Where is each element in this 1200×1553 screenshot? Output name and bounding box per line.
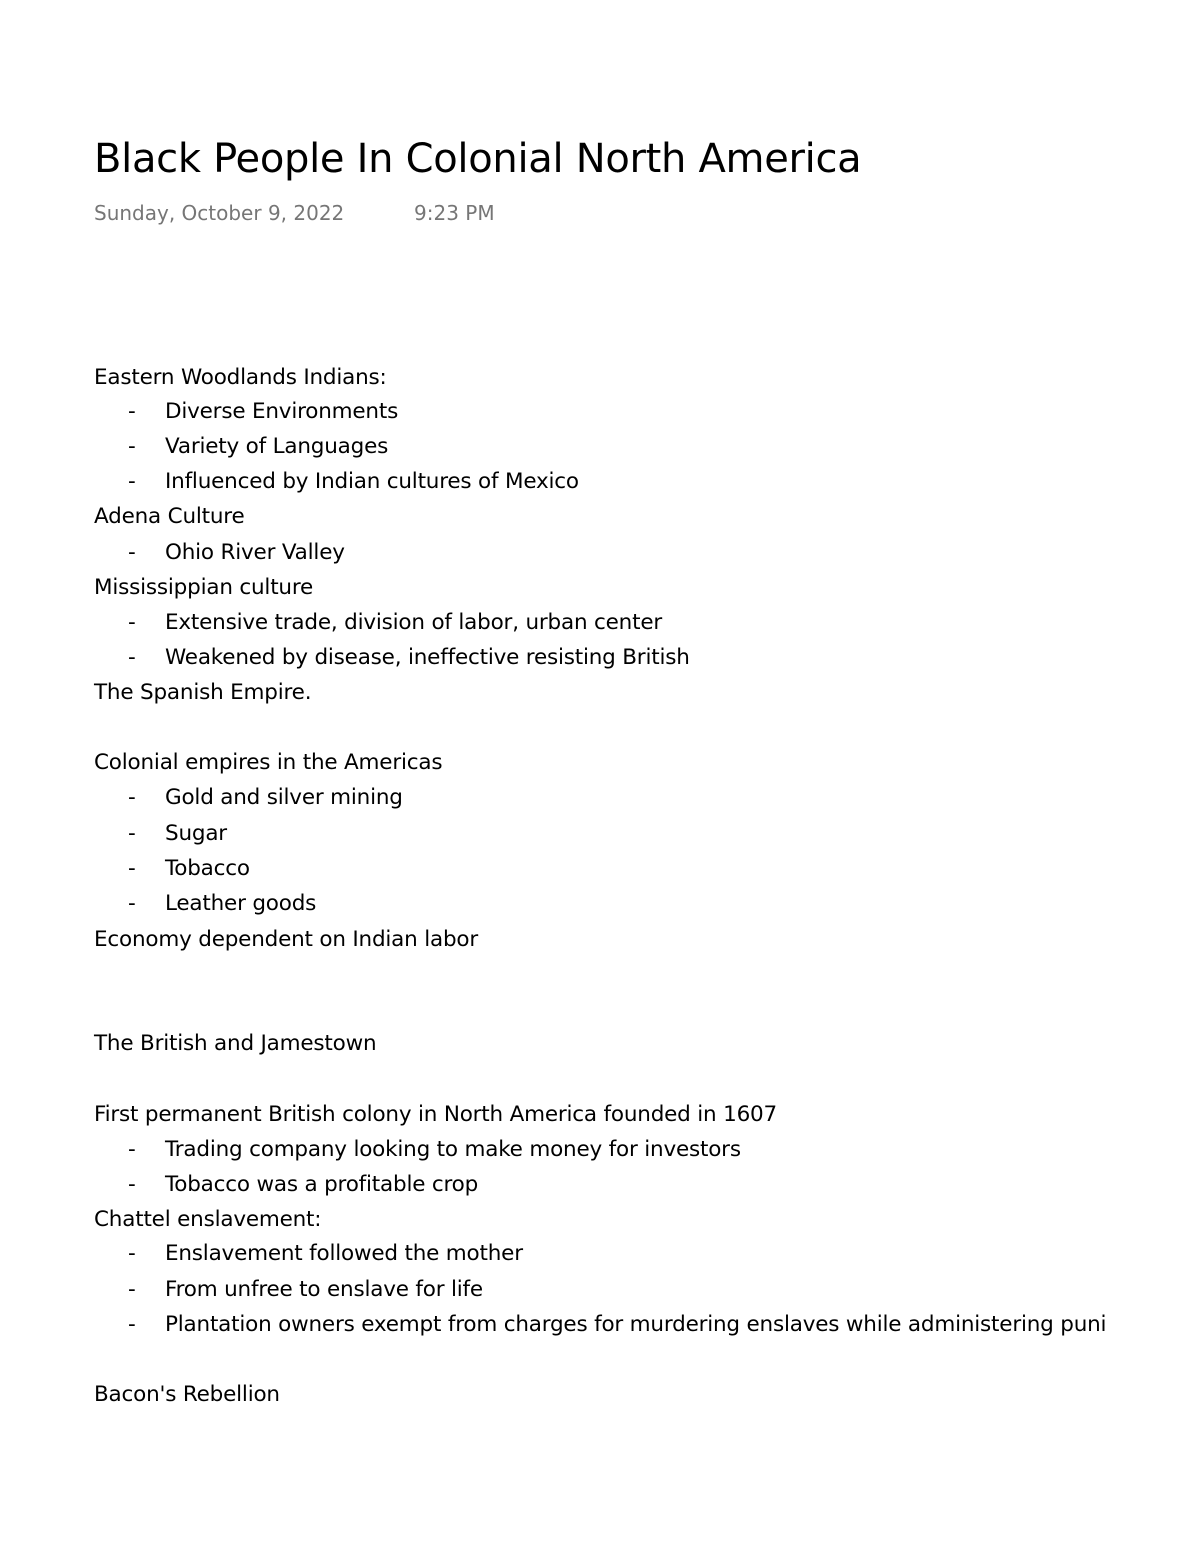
heading-bacons-rebellion: Bacon's Rebellion (94, 1382, 280, 1407)
bullet-dash: - (128, 1312, 136, 1337)
bullet-dash: - (128, 610, 136, 635)
bullet-dash: - (128, 434, 136, 459)
heading-colonial-empires: Colonial empires in the Americas (94, 750, 443, 775)
heading-british-jamestown: The British and Jamestown (94, 1031, 377, 1056)
bullet-dash: - (128, 1241, 136, 1266)
list-item-text: From unfree to enslave for life (165, 1277, 483, 1302)
list-item-text: Ohio River Valley (165, 540, 345, 565)
bullet-dash: - (128, 821, 136, 846)
heading-eastern-woodlands: Eastern Woodlands Indians: (94, 365, 387, 390)
bullet-dash: - (128, 856, 136, 881)
bullet-dash: - (128, 785, 136, 810)
bullet-dash: - (128, 540, 136, 565)
heading-first-colony: First permanent British colony in North America founded in 1607 (94, 1102, 778, 1127)
heading-chattel: Chattel enslavement: (94, 1207, 322, 1232)
heading-mississippian: Mississippian culture (94, 575, 314, 600)
note-time: 9:23 PM (414, 201, 495, 225)
list-item-text: Influenced by Indian cultures of Mexico (165, 469, 579, 494)
bullet-dash: - (128, 1172, 136, 1197)
list-item-text: Tobacco (165, 856, 250, 881)
note-date: Sunday, October 9, 2022 (94, 201, 345, 225)
heading-spanish-empire: The Spanish Empire. (94, 680, 312, 705)
bullet-dash: - (128, 1277, 136, 1302)
list-item-text: Weakened by disease, ineffective resisting British (165, 645, 690, 670)
list-item-text: Plantation owners exempt from charges for murdering enslaves while administering puni (165, 1312, 1107, 1337)
list-item-text: Variety of Languages (165, 434, 389, 459)
list-item-text: Sugar (165, 821, 227, 846)
heading-adena: Adena Culture (94, 504, 245, 529)
bullet-dash: - (128, 469, 136, 494)
list-item-text: Diverse Environments (165, 399, 399, 424)
list-item-text: Trading company looking to make money for investors (165, 1137, 741, 1162)
list-item-text: Leather goods (165, 891, 317, 916)
list-item-text: Tobacco was a profitable crop (165, 1172, 479, 1197)
page-title: Black People In Colonial North America (94, 136, 862, 182)
bullet-dash: - (128, 1137, 136, 1162)
list-item-text: Gold and silver mining (165, 785, 403, 810)
bullet-dash: - (128, 399, 136, 424)
bullet-dash: - (128, 891, 136, 916)
heading-economy: Economy dependent on Indian labor (94, 927, 479, 952)
list-item-text: Enslavement followed the mother (165, 1241, 523, 1266)
list-item-text: Extensive trade, division of labor, urban center (165, 610, 662, 635)
bullet-dash: - (128, 645, 136, 670)
